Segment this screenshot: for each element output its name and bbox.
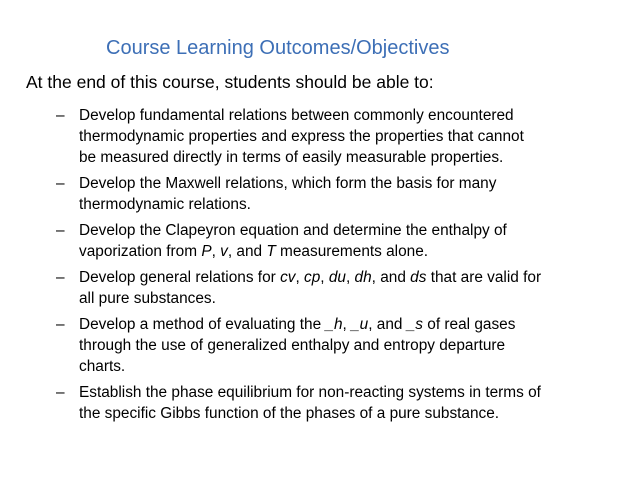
objective-item-6	[56, 382, 626, 424]
objective-6-line-1: Establish the phase equilibrium for non-reacting systems in terms of	[79, 384, 541, 401]
slide-title: Course Learning Outcomes/Objectives	[106, 37, 450, 59]
variable-ds: ds	[410, 269, 427, 286]
intro-text: At the end of this course, students should be able to:	[26, 72, 434, 92]
objective-5-line-1	[79, 314, 626, 335]
variable-t: T	[266, 243, 276, 260]
text-segment: ,	[320, 269, 329, 286]
text-segment: vaporization from	[79, 243, 202, 260]
dash-marker: –	[56, 222, 65, 239]
objectives-list	[56, 105, 626, 429]
variable-h: _h	[325, 316, 343, 333]
objective-6-line-2: the specific Gibbs function of the phases of a pure substance.	[79, 405, 500, 422]
text-segment: ,	[211, 243, 221, 260]
text-segment: , and	[371, 269, 411, 286]
variable-u: _u	[351, 316, 369, 333]
text-segment: , and	[227, 243, 267, 260]
objective-1-line-2: thermodynamic properties and express the properties that cannot	[79, 128, 524, 145]
objective-4-line-1	[79, 267, 626, 288]
variable-dh: dh	[354, 269, 372, 286]
objective-item-1	[56, 105, 626, 168]
objective-2-line-1: Develop the Maxwell relations, which form the basis for many	[79, 175, 497, 192]
objective-item-3	[56, 220, 626, 262]
variable-du: du	[328, 269, 346, 286]
variable-p: P	[201, 243, 212, 260]
objective-1-line-1: Develop fundamental relations between commonly encountered	[79, 107, 514, 124]
objective-3-line-2	[79, 241, 626, 262]
text-segment: of real gases	[423, 316, 516, 333]
dash-marker: –	[56, 175, 65, 192]
objective-item-5	[56, 314, 626, 377]
text-segment: , and	[368, 316, 407, 333]
objective-1-line-3: be measured directly in terms of easily measurable properties.	[79, 149, 504, 166]
dash-marker: –	[56, 269, 65, 286]
text-segment: ,	[295, 269, 305, 286]
dash-marker: –	[56, 107, 65, 124]
objective-3-line-1: Develop the Clapeyron equation and determine the enthalpy of	[79, 222, 507, 239]
objective-item-2	[56, 173, 626, 215]
objective-item-4	[56, 267, 626, 309]
text-segment: measurements alone.	[275, 243, 429, 260]
text-segment: ,	[345, 269, 355, 286]
objective-5-line-2: through the use of generalized enthalpy and entropy departure	[79, 337, 506, 354]
objective-4-line-2: all pure substances.	[79, 290, 216, 307]
variable-cv: cv	[280, 269, 296, 286]
text-segment: that are valid for	[426, 269, 542, 286]
text-segment: Develop a method of evaluating the	[79, 316, 326, 333]
variable-cp: cp	[304, 269, 321, 286]
variable-s: _s	[406, 316, 424, 333]
variable-v: v	[220, 243, 228, 260]
objective-5-line-3: charts.	[79, 358, 126, 375]
dash-marker: –	[56, 316, 65, 333]
dash-marker: –	[56, 384, 65, 401]
text-segment: ,	[342, 316, 352, 333]
text-segment: Develop general relations for	[79, 269, 281, 286]
objective-2-line-2: thermodynamic relations.	[79, 196, 251, 213]
